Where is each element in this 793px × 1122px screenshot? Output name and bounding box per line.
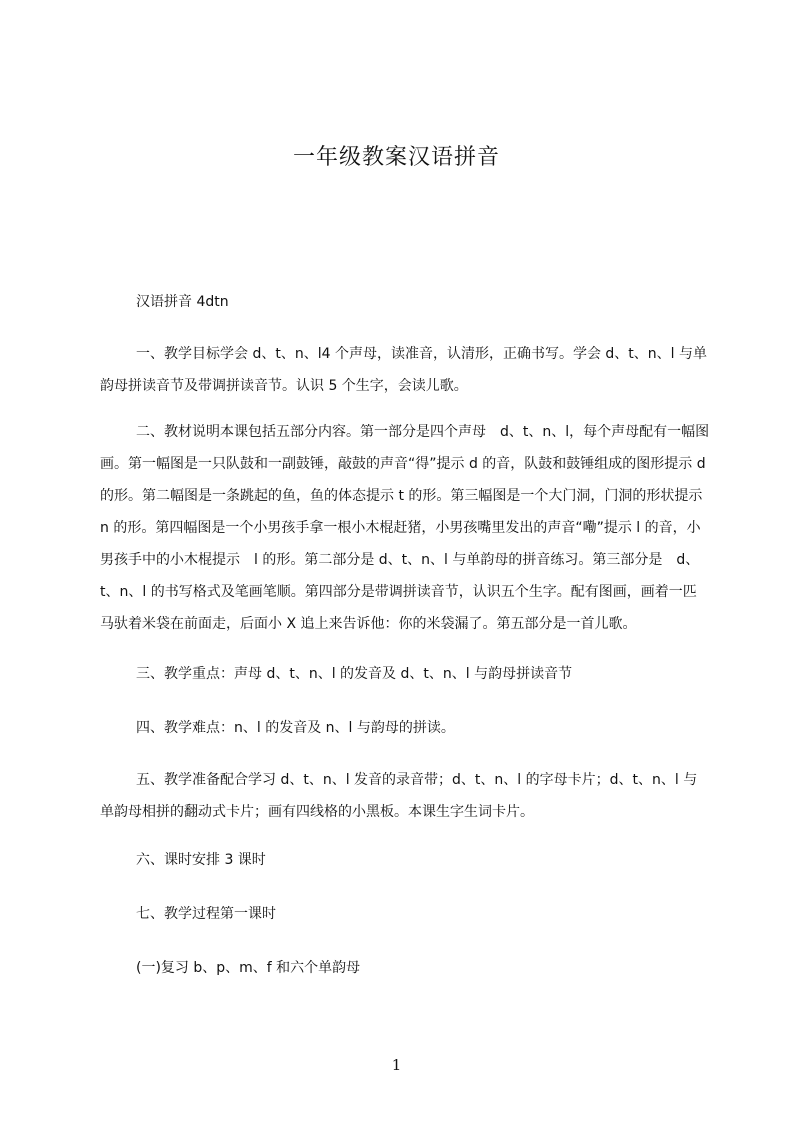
review-paragraph: (一)复习 b、p、m、f 和六个单韵母: [136, 960, 361, 976]
teaching-preparation-paragraph: 五、教学准备配合学习 d、t、n、l 发音的录音带；d、t、n、l 的字母卡片；d、t、n、l 与单韵母相拼的翻动式卡片；画有四线格的小黑板。本课生字生词卡片。: [100, 772, 698, 820]
teaching-process-paragraph: 七、教学过程第一课时: [136, 906, 276, 922]
subtitle-paragraph: 汉语拼音 4dtn: [136, 294, 229, 310]
class-schedule-paragraph: 六、课时安排 3 课时: [136, 852, 266, 868]
page-number: 1: [391, 1056, 402, 1074]
teaching-difficulties-paragraph: 四、教学难点：n、l 的发音及 n、l 与韵母的拼读。: [136, 720, 455, 736]
textbook-description-paragraph: 二、教材说明本课包括五部分内容。第一部分是四个声母 d、t、n、l，每个声母配有一幅图画。第一幅图是一只队鼓和一副鼓锤，敲鼓的声音“得”提示 d 的音，队鼓和鼓锤组成的图形提示 d 的形。第二幅图是一条跳起的鱼，鱼的体态提示 t 的形。第三幅图是一个大门洞，门洞的形状提示 n 的形。第四幅图是一个小男孩手拿一根小木棍赶猪，小男孩嘴里发出的声音“嘞”提示 l 的音，小男孩手中的小木棍提示 l 的形。第二部分是 d、t、n、l 与单韵母的拼音练习。第三部分是 d、t、n、l 的书写格式及笔画笔顺。第四部分是带调拼读音节，认识五个生字。配有图画，画着一匹马驮着米袋在前面走，后面小 X 追上来告诉他：你的米袋漏了。第五部分是一首儿歌。: [100, 424, 710, 632]
teaching-goals-paragraph: 一、教学目标学会 d、t、n、l4 个声母，读准音，认清形，正确书写。学会 d、t、n、l 与单韵母拼读音节及带调拼读音节。认识 5 个生字，会读儿歌。: [100, 346, 707, 394]
teaching-key-points-paragraph: 三、教学重点：声母 d、t、n、l 的发音及 d、t、n、l 与韵母拼读音节: [136, 666, 573, 682]
document-title: 一年级教案汉语拼音: [292, 145, 500, 170]
